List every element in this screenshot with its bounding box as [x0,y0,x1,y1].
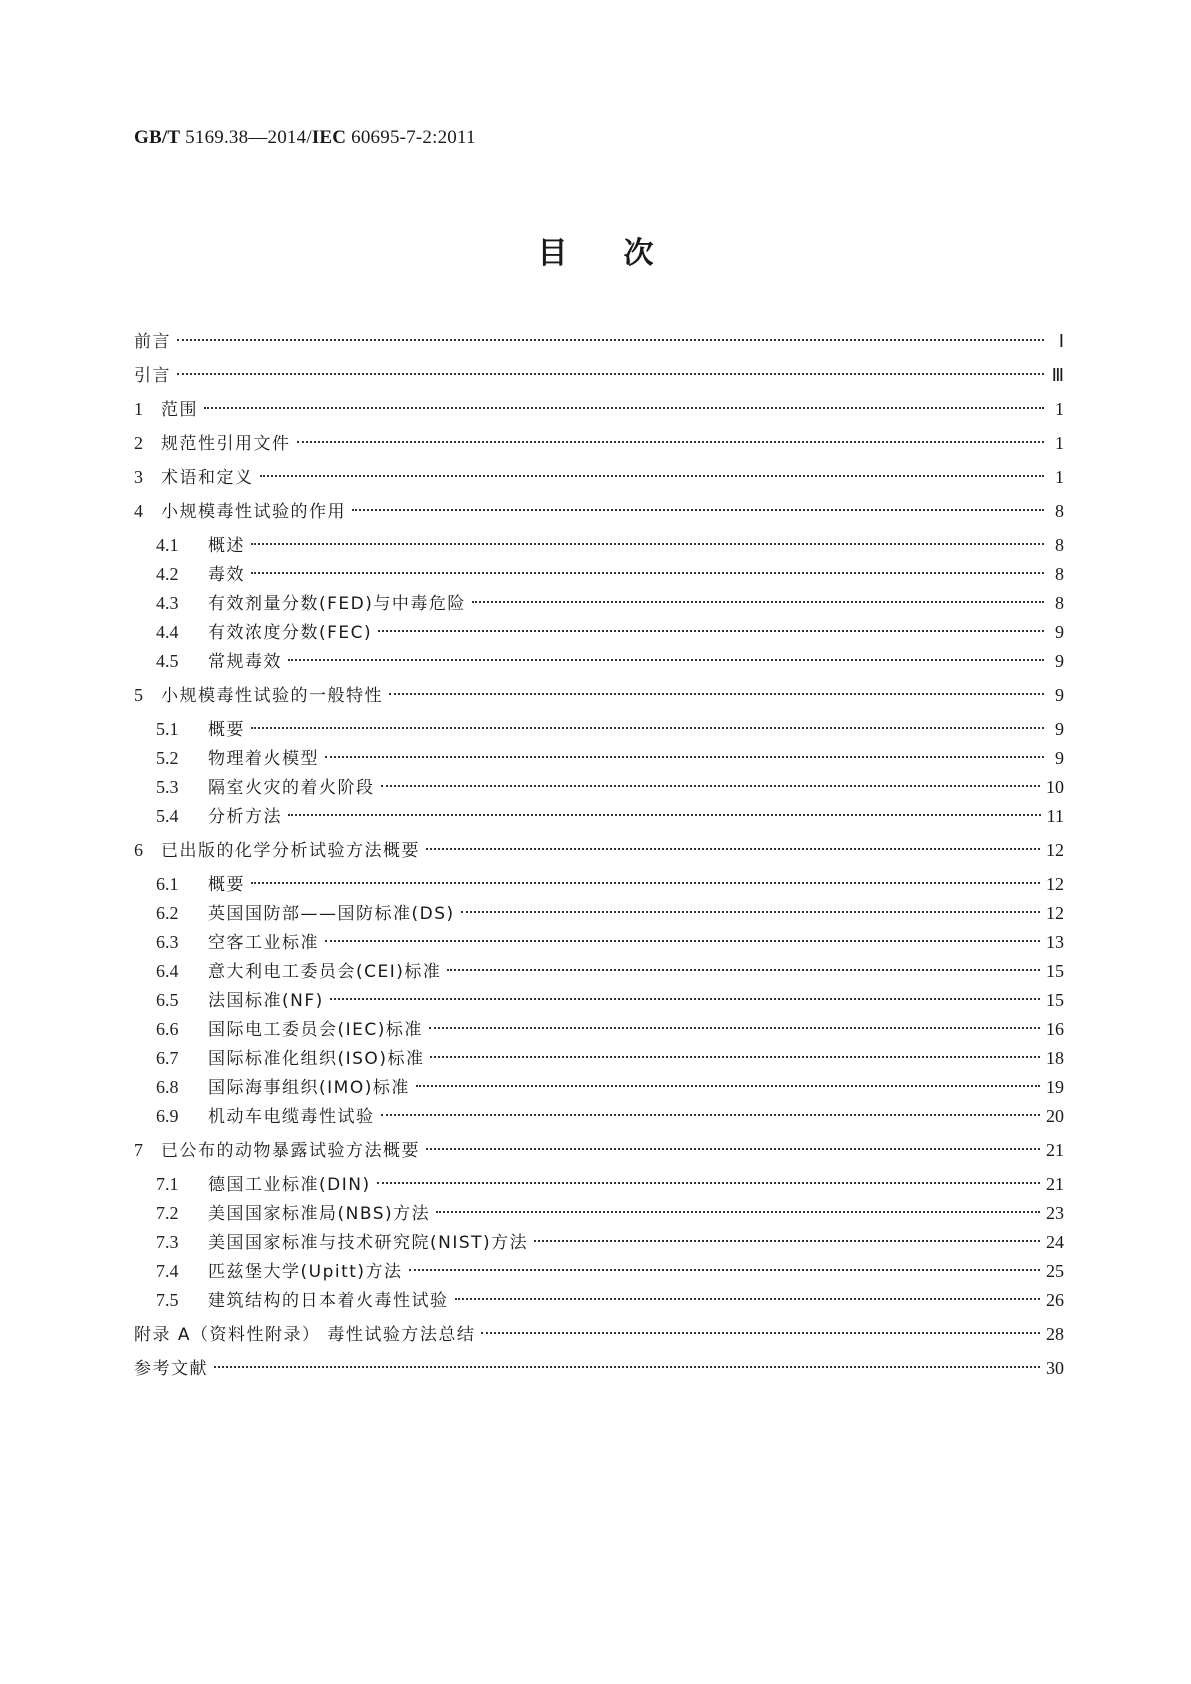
toc-entry-number: 6.4 [156,961,179,981]
dot-leader [481,1332,1040,1334]
toc-entry-page-number: 30 [1046,1358,1064,1378]
dot-leader [426,1148,1040,1150]
toc-entry-page-number: 8 [1055,535,1064,555]
toc-entry-number: 6.9 [156,1106,179,1126]
toc-entry-number: 6.3 [156,932,179,952]
dot-leader [177,373,1044,375]
toc-entry-number: 4.5 [156,651,179,671]
toc-entry[interactable] [156,588,1064,618]
toc-entry-number: 5.2 [156,748,179,768]
toc-entry-page-number: 15 [1046,961,1064,981]
dot-leader [297,441,1045,443]
toc-entry[interactable] [156,1043,1064,1073]
toc-entry-number: 4.2 [156,564,179,584]
toc-entry[interactable] [156,1285,1064,1315]
toc-entry-number: 4 [134,501,143,521]
toc-entry-label: 毒效 [208,565,245,585]
toc-entry[interactable] [156,1169,1064,1199]
toc-entry-page-number: 9 [1055,622,1064,642]
dot-leader [251,882,1040,884]
toc-entry-label: 美国国家标准与技术研究院(NIST)方法 [208,1233,529,1253]
toc-entry-label: 概述 [208,536,245,556]
dot-leader [409,1269,1040,1271]
toc-entry[interactable] [156,743,1064,773]
toc-entry[interactable] [156,985,1064,1015]
toc-entry-page-number: 8 [1055,564,1064,584]
dot-leader [381,1114,1041,1116]
toc-entry[interactable] [134,360,1064,390]
toc-entry[interactable] [134,394,1064,424]
toc-entry-label: 隔室火灾的着火阶段 [208,778,375,798]
toc-entry-number: 7.4 [156,1261,179,1281]
toc-entry-page-number: 15 [1046,990,1064,1010]
toc-entry[interactable] [134,1135,1064,1165]
dot-leader [416,1085,1040,1087]
toc-entry-page-number: Ⅲ [1051,365,1064,385]
toc-entry-page-number: 21 [1046,1174,1064,1194]
toc-entry-page-number: 12 [1046,840,1064,860]
toc-entry-page-number: 8 [1055,501,1064,521]
toc-entry-number: 4.4 [156,622,179,642]
toc-entry[interactable] [134,496,1064,526]
toc-entry-label: 术语和定义 [161,468,254,488]
toc-entry-number: 5 [134,685,143,705]
toc-entry-label: 英国国防部——国防标准(DS) [208,904,455,924]
std-code-bold: GB/T [134,127,181,148]
toc-entry[interactable] [156,956,1064,986]
dot-leader [377,1182,1040,1184]
toc-entry-label: 范围 [161,400,198,420]
toc-entry[interactable] [156,559,1064,589]
toc-entry-page-number: 19 [1046,1077,1064,1097]
page-title: 目次 [537,236,710,271]
toc-entry-number: 2 [134,433,143,453]
toc-entry-page-number: 23 [1046,1203,1064,1223]
toc-entry-label: 有效剂量分数(FED)与中毒危险 [208,594,466,614]
dot-leader [288,659,1044,661]
toc-entry-number: 7.5 [156,1290,179,1310]
dot-leader [325,940,1040,942]
iec-code-rest: 60695-7-2:2011 [346,127,476,148]
toc-entry-label: 已公布的动物暴露试验方法概要 [161,1141,420,1161]
toc-entry-label: 国际标准化组织(ISO)标准 [208,1049,425,1069]
dot-leader [534,1240,1040,1242]
toc-entry-page-number: 24 [1046,1232,1064,1252]
toc-entry-number: 7.1 [156,1174,179,1194]
toc-entry-number: 4.3 [156,593,179,613]
toc-entry-label: 国际海事组织(IMO)标准 [208,1078,410,1098]
toc-entry-label: 附录 A（资料性附录） 毒性试验方法总结 [134,1325,476,1345]
toc-entry-label: 意大利电工委员会(CEI)标准 [208,962,442,982]
toc-entry-label: 小规模毒性试验的作用 [161,502,346,522]
toc-entry-label: 空客工业标准 [208,933,319,953]
toc-entry[interactable] [156,1256,1064,1286]
toc-entry-label: 引言 [134,366,171,386]
standard-number [134,127,476,149]
toc-entry-number: 6 [134,840,143,860]
toc-entry[interactable] [156,801,1064,831]
dot-leader [214,1366,1040,1368]
toc-entry-page-number: 9 [1055,685,1064,705]
toc-entry-number: 6.1 [156,874,179,894]
toc-entry-label: 参考文献 [134,1359,208,1379]
toc-entry-page-number: 9 [1055,651,1064,671]
toc-entry[interactable] [156,646,1064,676]
dot-leader [251,572,1044,574]
toc-entry-number: 5.1 [156,719,179,739]
toc-entry[interactable] [156,1227,1064,1257]
toc-entry-page-number: 11 [1046,806,1064,826]
toc-entry-label: 法国标准(NF) [208,991,324,1011]
toc-entry[interactable] [156,1014,1064,1044]
dot-leader [251,543,1044,545]
toc-entry-page-number: 12 [1046,874,1064,894]
dot-leader [436,1211,1040,1213]
toc-entry-page-number: 1 [1055,467,1064,487]
dot-leader [447,969,1040,971]
toc-entry[interactable] [156,772,1064,802]
dot-leader [260,475,1045,477]
toc-entry-page-number: 12 [1046,903,1064,923]
toc-entry-page-number: 26 [1046,1290,1064,1310]
dot-leader [472,601,1044,603]
toc-entry-label: 国际电工委员会(IEC)标准 [208,1020,423,1040]
toc-entry-number: 1 [134,399,143,419]
toc-entry-page-number: 1 [1055,399,1064,419]
toc-entry-number: 4.1 [156,535,179,555]
toc-entry[interactable] [156,1101,1064,1131]
toc-entry-number: 6.8 [156,1077,179,1097]
toc-entry-page-number: 18 [1046,1048,1064,1068]
toc-entry-page-number: 25 [1046,1261,1064,1281]
toc-entry[interactable] [156,927,1064,957]
toc-entry-page-number: 16 [1046,1019,1064,1039]
dot-leader [325,756,1044,758]
toc-entry-number: 6.5 [156,990,179,1010]
toc-entry-label: 小规模毒性试验的一般特性 [161,686,383,706]
toc-entry[interactable] [156,530,1064,560]
dot-leader [455,1298,1041,1300]
toc-entry-label: 德国工业标准(DIN) [208,1175,371,1195]
toc-entry-label: 已出版的化学分析试验方法概要 [161,841,420,861]
toc-entry-label: 概要 [208,720,245,740]
toc-entry-page-number: Ⅰ [1058,331,1064,351]
toc-entry-page-number: 28 [1046,1324,1064,1344]
toc-entry[interactable] [134,1319,1064,1349]
dot-leader [429,1027,1040,1029]
toc-entry-number: 7 [134,1140,143,1160]
dot-leader [177,339,1044,341]
toc-entry-label: 有效浓度分数(FEC) [208,623,373,643]
dot-leader [430,1056,1040,1058]
toc-entry-label: 常规毒效 [208,652,282,672]
toc-entry[interactable] [156,714,1064,744]
toc-entry-page-number: 9 [1055,748,1064,768]
toc-entry-page-number: 8 [1055,593,1064,613]
toc-entry-page-number: 21 [1046,1140,1064,1160]
std-code-rest: 5169.38—2014/ [180,127,312,148]
toc-entry-page-number: 1 [1055,433,1064,453]
toc-entry[interactable] [134,326,1064,356]
toc-entry[interactable] [156,1198,1064,1228]
toc-entry-number: 5.4 [156,806,179,826]
toc-entry-page-number: 10 [1046,777,1064,797]
toc-entry[interactable] [134,1353,1064,1383]
toc-entry-page-number: 20 [1046,1106,1064,1126]
dot-leader [389,693,1044,695]
toc-entry-label: 机动车电缆毒性试验 [208,1107,375,1127]
toc-entry[interactable] [156,1072,1064,1102]
toc-entry[interactable] [156,869,1064,899]
toc-entry-label: 美国国家标准局(NBS)方法 [208,1204,431,1224]
toc-entry-number: 7.2 [156,1203,179,1223]
toc-entry-label: 规范性引用文件 [161,434,291,454]
toc-entry-number: 5.3 [156,777,179,797]
toc-entry-number: 7.3 [156,1232,179,1252]
toc-entry-label: 建筑结构的日本着火毒性试验 [208,1291,449,1311]
toc-entry[interactable] [156,898,1064,928]
dot-leader [288,814,1041,816]
dot-leader [204,407,1044,409]
toc-entry[interactable] [134,680,1064,710]
toc-entry-number: 3 [134,467,143,487]
toc-entry-page-number: 9 [1055,719,1064,739]
toc-entry-number: 6.6 [156,1019,179,1039]
toc-entry[interactable] [134,835,1064,865]
iec-code-bold: IEC [311,127,347,148]
toc-entry[interactable] [156,617,1064,647]
toc-entry-number: 6.2 [156,903,179,923]
toc-entry-label: 前言 [134,332,171,352]
toc-entry-label: 概要 [208,875,245,895]
dot-leader [381,785,1041,787]
toc-entry-page-number: 13 [1046,932,1064,952]
dot-leader [330,998,1040,1000]
toc-entry[interactable] [134,462,1064,492]
toc-entry-number: 6.7 [156,1048,179,1068]
toc-entry-label: 物理着火模型 [208,749,319,769]
dot-leader [461,911,1040,913]
dot-leader [251,727,1044,729]
toc-entry-label: 匹兹堡大学(Upitt)方法 [208,1262,403,1282]
dot-leader [426,848,1040,850]
dot-leader [352,509,1044,511]
toc-entry[interactable] [134,428,1064,458]
dot-leader [378,630,1044,632]
toc-entry-label: 分析方法 [208,807,282,827]
